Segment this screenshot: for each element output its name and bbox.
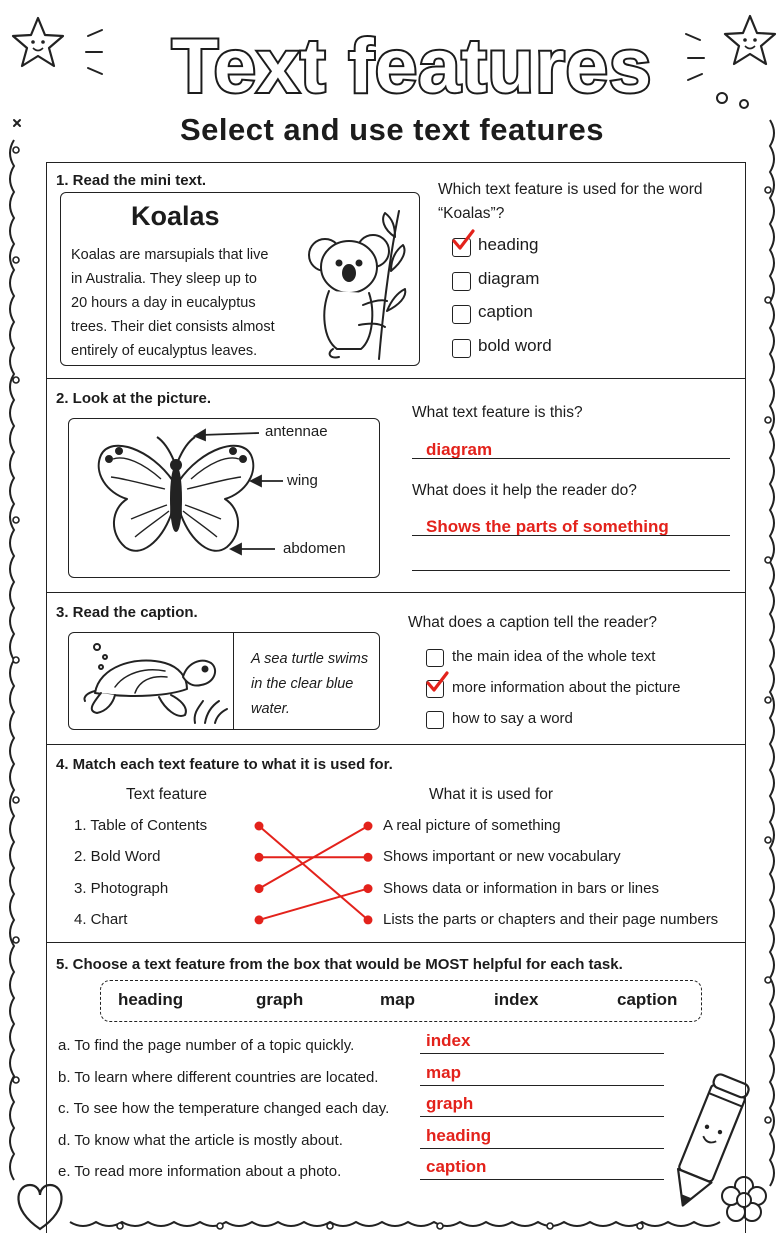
mini-text-line: 20 hours a day in eucalyptus	[71, 295, 256, 311]
left-column-header: Text feature	[126, 786, 207, 803]
border-dot	[765, 837, 771, 843]
mini-text-line: in Australia. They sleep up to	[71, 271, 257, 287]
question-3-panel	[46, 592, 746, 745]
checkbox[interactable]	[452, 238, 471, 257]
checkbox[interactable]	[426, 711, 444, 729]
border-dot	[765, 187, 771, 193]
answer-line	[412, 458, 730, 459]
task-answer[interactable]: heading	[426, 1125, 492, 1145]
match-dot-left[interactable]	[255, 915, 264, 924]
task-text: c. To see how the temperature changed each day.	[58, 1100, 390, 1117]
question-1-heading: 1. Read the mini text.	[56, 172, 207, 189]
match-dot-left[interactable]	[255, 884, 264, 893]
option-label: bold word	[478, 335, 552, 355]
word-bank-item: heading	[118, 990, 184, 1009]
page-subtitle: Select and use text features	[179, 112, 605, 147]
answer-line	[420, 1148, 664, 1149]
text-feature-item: 2. Bold Word	[74, 848, 161, 866]
task-answer[interactable]: index	[426, 1031, 471, 1050]
wavy-border-line	[770, 120, 774, 1186]
mini-text-line: Koalas are marsupials that live	[71, 247, 269, 263]
option-label: the main idea of the whole text	[452, 648, 656, 665]
match-dot-left[interactable]	[255, 853, 264, 862]
border-dot	[765, 977, 771, 983]
border-dot	[13, 797, 19, 803]
border-dot	[13, 1077, 19, 1083]
text-feature-item: 1. Table of Contents	[74, 817, 208, 834]
diagram-label-wing: wing	[287, 472, 318, 489]
answer-line	[412, 570, 730, 571]
question-1-prompt-line: Which text feature is used for the word	[438, 181, 703, 198]
match-line	[259, 826, 368, 920]
border-dot	[765, 557, 771, 563]
option-label: diagram	[478, 268, 540, 288]
word-bank-item: caption	[617, 990, 678, 1009]
answer-line	[420, 1179, 664, 1180]
answer-line	[412, 535, 730, 536]
diagram-box	[68, 418, 380, 578]
caption-line: water.	[251, 701, 290, 717]
match-dot-right[interactable]	[364, 822, 373, 831]
option-label: caption	[478, 302, 533, 321]
mini-text-title: Koalas	[131, 201, 220, 231]
text-feature-item: 3. Photograph	[74, 879, 169, 897]
question-1-panel	[46, 162, 746, 379]
question-4-panel	[46, 744, 746, 943]
question-1-prompt	[438, 178, 702, 226]
diagram-label-antennae: antennae	[265, 423, 328, 440]
caption-line: in the clear blue	[251, 676, 354, 692]
usage-item: Shows important or new vocabulary	[383, 848, 621, 866]
match-dot-right[interactable]	[364, 915, 373, 924]
checkbox[interactable]	[452, 339, 471, 358]
border-dot	[765, 297, 771, 303]
checkbox[interactable]	[426, 680, 444, 698]
word-bank-item: map	[380, 990, 415, 1009]
option-label: how to say a word	[452, 710, 573, 727]
question-5-heading: 5. Choose a text feature from the box that would be MOST helpful for each task.	[56, 956, 623, 973]
usage-item: Shows data or information in bars or lines	[383, 879, 659, 897]
task-text: e. To read more information about a photo.	[58, 1163, 342, 1180]
question-2-heading: 2. Look at the picture.	[56, 390, 212, 407]
question-1-prompt-line: “Koalas”?	[438, 205, 505, 222]
checkbox[interactable]	[452, 305, 471, 324]
task-answer[interactable]: graph	[426, 1094, 474, 1113]
border-dot	[13, 517, 19, 523]
question-2b-prompt: What does it help the reader do?	[412, 482, 637, 499]
page-title	[0, 14, 784, 114]
border-dot	[765, 697, 771, 703]
border-dot	[765, 1117, 771, 1123]
border-dot	[13, 377, 19, 383]
sea-turtle-illustration	[75, 637, 231, 725]
match-line	[259, 889, 368, 920]
option-label: heading	[478, 235, 539, 254]
wavy-border-line	[10, 140, 14, 1180]
question-5-panel	[46, 942, 746, 1232]
border-dot	[13, 937, 19, 943]
question-4-heading: 4. Match each text feature to what it is used for.	[56, 756, 393, 773]
match-dot-right[interactable]	[364, 853, 373, 862]
option-label: more information about the picture	[452, 679, 681, 696]
question-3-heading: 3. Read the caption.	[56, 604, 198, 621]
task-text: b. To learn where different countries are located.	[58, 1068, 379, 1086]
text-feature-item: 4. Chart	[74, 910, 128, 928]
caption-text	[251, 647, 368, 722]
question-2-panel	[46, 378, 746, 593]
word-bank-item: index	[494, 990, 539, 1009]
border-dot	[13, 257, 19, 263]
answer-line	[420, 1116, 664, 1117]
checkmark-icon	[451, 229, 475, 253]
mini-text-body	[71, 243, 275, 363]
match-dot-right[interactable]	[364, 884, 373, 893]
answer-line	[420, 1053, 664, 1054]
page-title-text: Text features	[171, 24, 653, 109]
matching-lines	[46, 744, 746, 942]
checkbox[interactable]	[452, 272, 471, 291]
task-answer[interactable]: caption	[426, 1157, 487, 1176]
usage-item: A real picture of something	[383, 817, 561, 834]
question-3-prompt: What does a caption tell the reader?	[408, 614, 658, 631]
border-dot	[13, 657, 19, 663]
usage-item: Lists the parts or chapters and their page numbers	[383, 910, 719, 928]
diagram-label-abdomen: abdomen	[283, 540, 346, 557]
caption-box	[68, 632, 380, 730]
koala-illustration	[303, 201, 413, 361]
checkbox[interactable]	[426, 649, 444, 667]
caption-box-divider	[233, 633, 234, 729]
mini-text-line: trees. Their diet consists almost	[71, 319, 275, 335]
question-2b-answer[interactable]: Shows the parts of something	[426, 517, 669, 536]
answer-line	[420, 1085, 664, 1086]
task-text: d. To know what the article is mostly about.	[58, 1131, 343, 1149]
mini-text-line: entirely of eucalyptus leaves.	[71, 343, 258, 359]
right-column-header: What it is used for	[429, 786, 554, 803]
caption-line: A sea turtle swims	[251, 651, 369, 667]
question-2a-prompt: What text feature is this?	[412, 404, 583, 421]
task-text: a. To find the page number of a topic quickly.	[58, 1037, 355, 1054]
checkmark-icon	[425, 671, 449, 695]
mini-text-box	[60, 192, 420, 366]
match-dot-left[interactable]	[255, 822, 264, 831]
word-bank-item: graph	[256, 990, 304, 1009]
border-dot	[765, 417, 771, 423]
question-2a-answer[interactable]: diagram	[426, 440, 493, 459]
task-answer[interactable]: map	[426, 1062, 461, 1082]
